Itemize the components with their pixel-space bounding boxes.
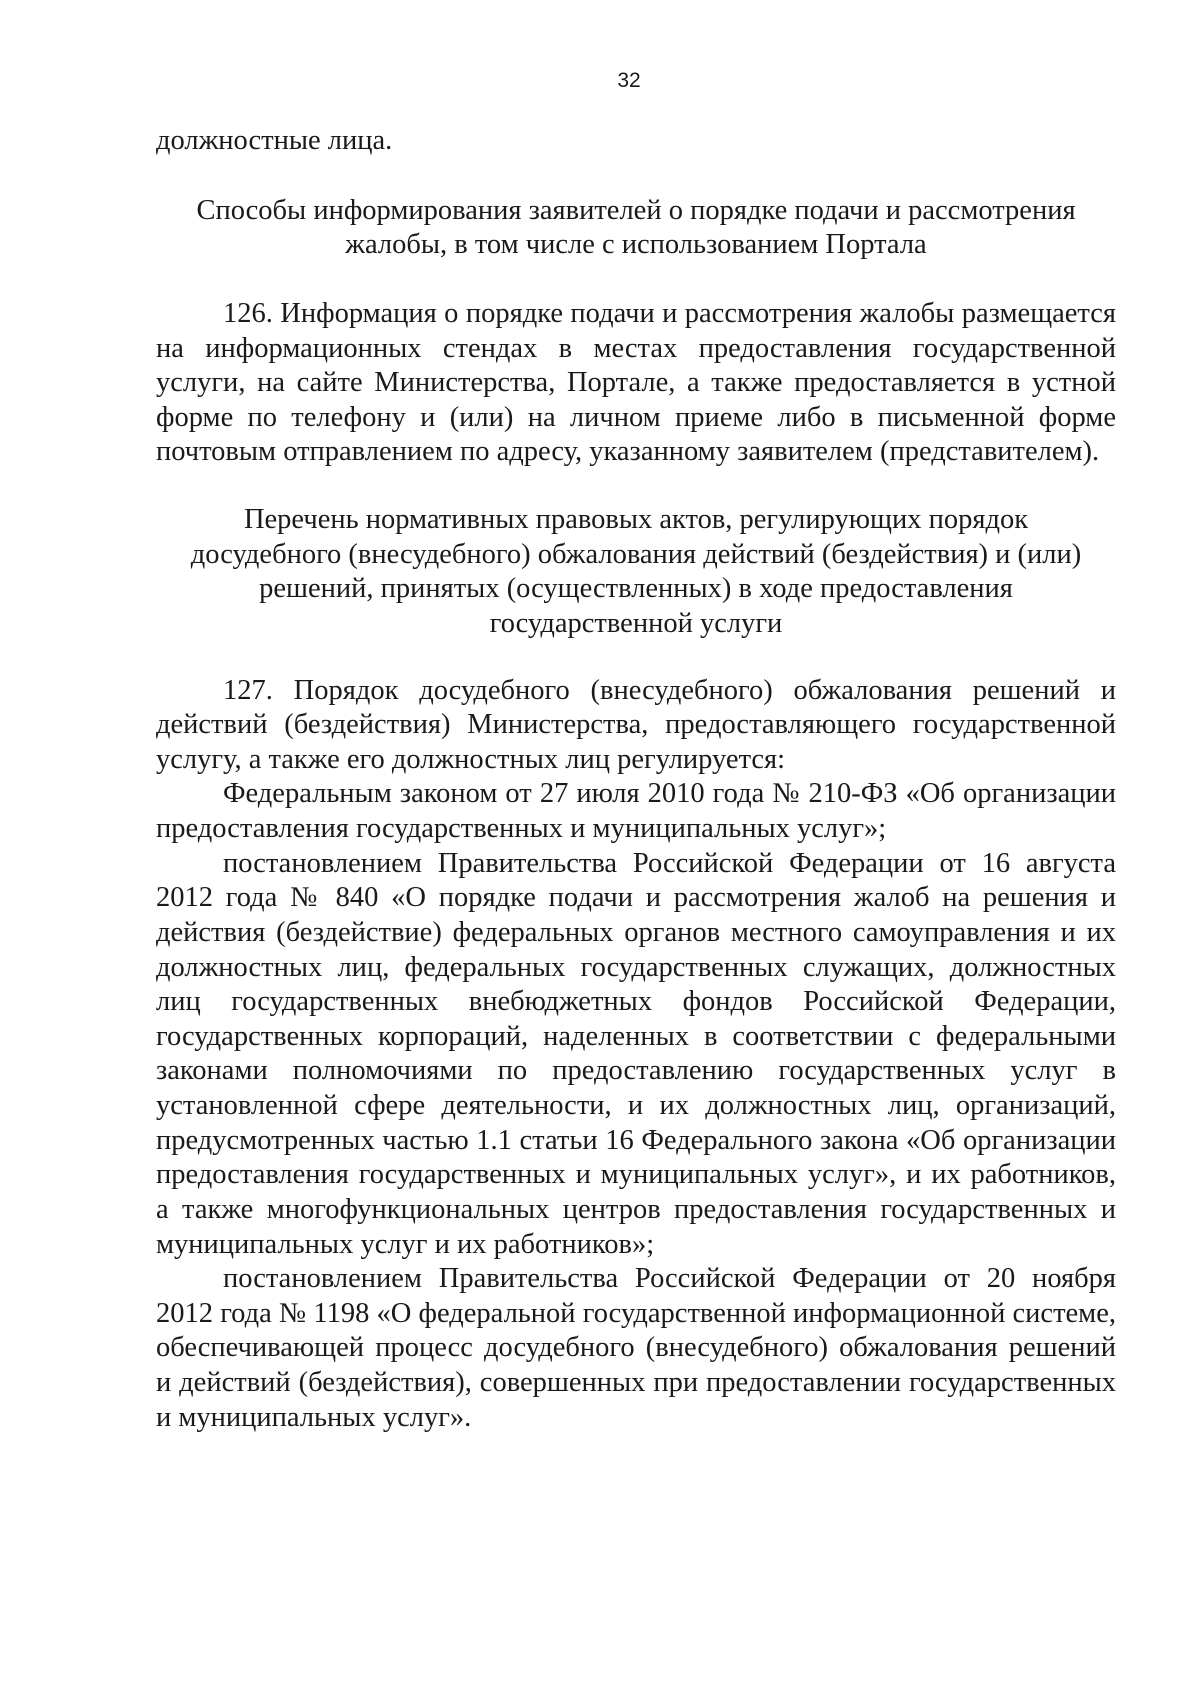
paragraph-126: 126. Информация о порядке подачи и рассмотрения жалобы размещается на информационных стендах в местах предоставления государственной услуги, на сайте Министерства, Портале, а также предоставляется в устной форме по телефону и (или) на личном приеме либо в письменной форме почтовым отправлением по адресу, указанному заявителем (представителем). [156,297,1116,468]
law-210-fz-item: Федеральным законом от 27 июля 2010 года № 210-ФЗ «Об организации предоставления государственных и муниципальных услуг»; [156,778,1116,844]
document-body [156,124,1116,1435]
heading-line: жалобы, в том числе с использованием Портала [345,229,927,261]
section-heading-regulatory-acts [156,503,1116,642]
resolution-1198-item: постановлением Правительства Российской Федерации от 20 ноября 2012 года № 1198 «О федеральной государственной информационной системе, обеспечивающей процесс досудебного (внесудебного) обжалования решений и действий (бездействия), совершенных при предоставлении государственных и муниципальных услуг». [156,1263,1116,1433]
heading-line: Способы информирования заявителей о порядке подачи и рассмотрения [196,194,1076,226]
heading-line: решений, принятых (осуществленных) в ходе предоставления [259,573,1013,605]
heading-line: государственной услуги [489,607,783,639]
heading-line: досудебного (внесудебного) обжалования действий (бездействия) и (или) [190,538,1082,570]
heading-line: Перечень нормативных правовых актов, регулирующих порядок [243,504,1029,535]
paragraph-127: 127. Порядок досудебного (внесудебного) обжалования решений и действий (бездействия) Министерства, предоставляющего государственной услугу, а также его должностных лиц регулируется: [156,674,1116,775]
section-heading-complaint-informing [156,194,1116,263]
page-number: 32 [617,69,641,92]
opening-line: должностные лица. [156,125,393,156]
resolution-840-item: постановлением Правительства Российской Федерации от 16 августа 2012 года № 840 «О порядке подачи и рассмотрения жалоб на решения и действия (бездействие) федеральных органов местного самоуправления и их должностных лиц, федеральных государственных служащих, должностных лиц государственных внебюджетных фондов Российской Федерации, государственных корпораций, наделенных в соответствии с федеральными законами полномочиями по предоставлению государственных услуг в установленной сфере деятельности, и их должностных лиц, организаций, предусмотренных частью 1.1 статьи 16 Федерального закона «Об организации предоставления государственных и муниципальных услуг», и их работников, а также многофункциональных центров предоставления государственных и муниципальных услуг и их работников»; [156,847,1116,1260]
